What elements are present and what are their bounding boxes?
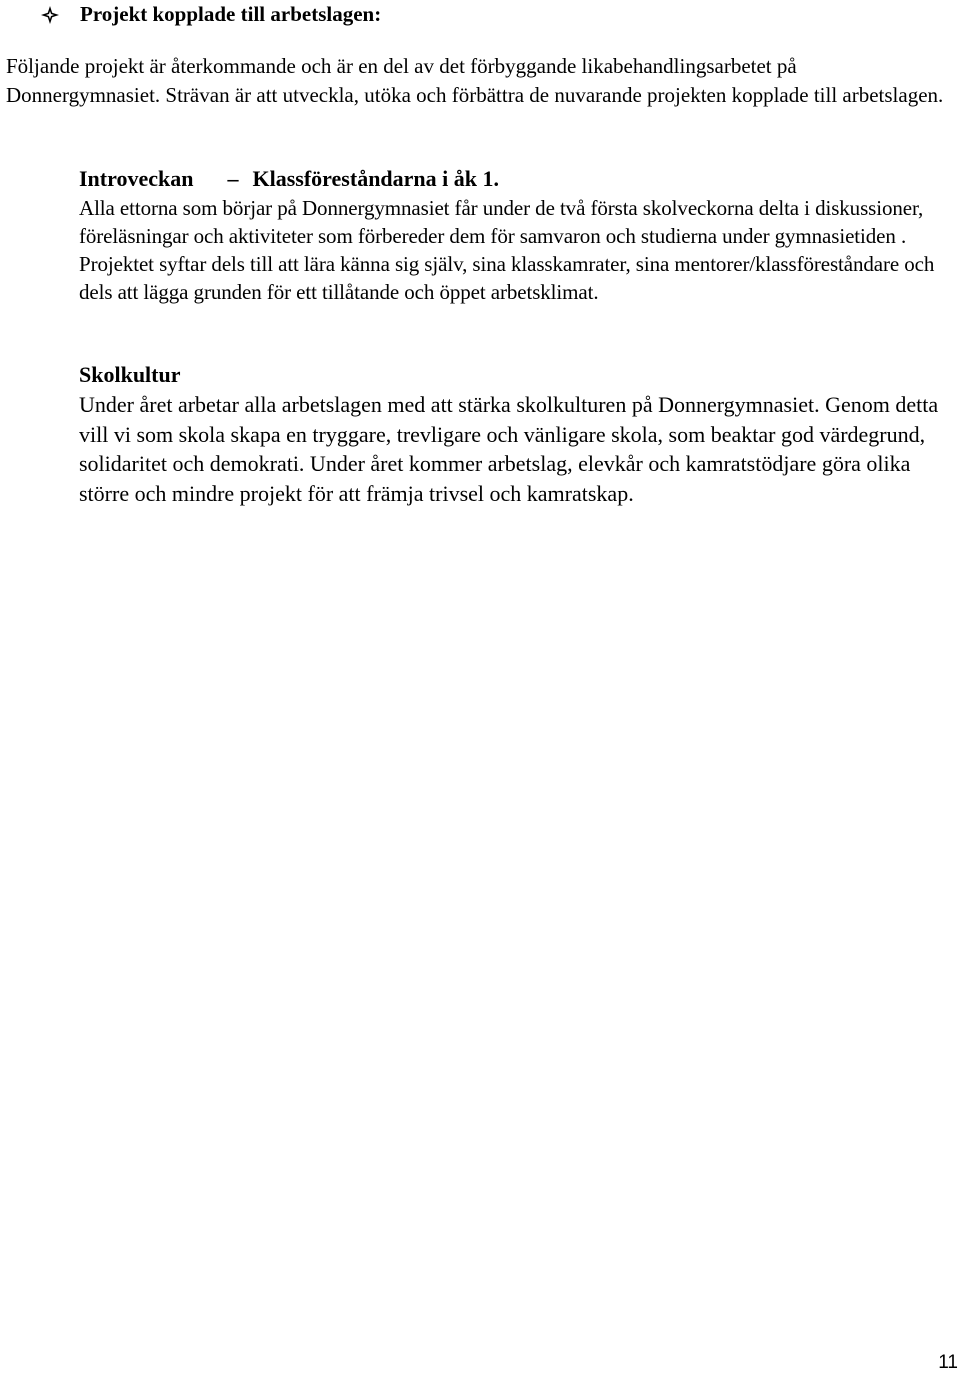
section-title: Skolkultur [79,362,181,387]
intro-paragraph: Följande projekt är återkommande och är en del av det förbyggande likabehandlingsarbetet på Donnergymnasiet. Strävan är att utveckla, utöka och förbättra de nuvarande projekten kopplade till arbetslagen. [6,54,944,107]
section-body: Alla ettorna som börjar på Donnergymnasiet får under de två första skolveckorna delta i diskussioner, föreläsningar och aktiviteter som förbereder dem för samvaron och studierna under gymnasietiden . Projektet syftar dels till att lära känna sig själv, sina klasskamrater, sina mentorer/klassföreståndare och dels att lägga grunden för ett tillåtande och öppet arbetsklimat. [79,196,935,304]
heading-text: Projekt kopplade till arbetslagen: [80,2,382,26]
section-title-part2: Klassföreståndarna i åk 1. [252,166,500,191]
section-skolkultur [79,360,959,508]
title-dash: – [227,166,239,191]
section-introveckan [79,164,959,306]
diamond-bullet-icon [40,4,60,24]
section-body: Under året arbetar alla arbetslagen med att stärka skolkulturen på Donnergymnasiet. Genom detta vill vi som skola skapa en tryggare, trevligare och vänligare skola, som beaktar god värdegrund, solidaritet och demokrati. Under året kommer arbetslag, elevkår och kamratstödjare göra olika större och mindre projekt för att främja trivsel och kamratskap. [79,392,939,506]
section-heading [40,0,381,28]
section-title [79,164,959,194]
page-number: 11 [938,1352,958,1373]
section-title-part1: Introveckan [79,166,194,191]
